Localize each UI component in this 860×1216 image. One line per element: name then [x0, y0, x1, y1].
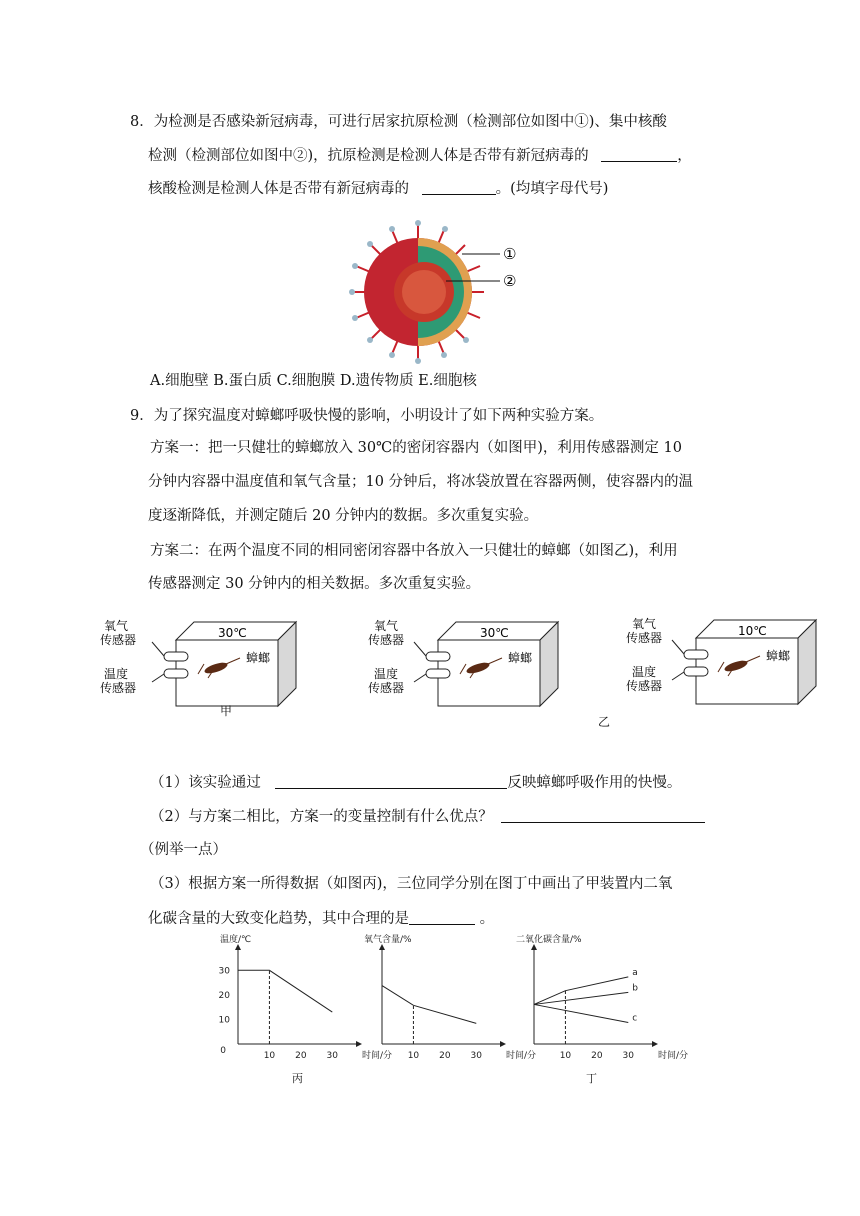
- chart-0-series-line: [238, 970, 332, 1012]
- chart-1-x-label: 时间/分: [506, 1051, 537, 1061]
- chart-2-x-tick: 20: [591, 1051, 603, 1061]
- chart-0-y-tick: 30: [218, 966, 230, 977]
- q9-sub-1-text: （1）该实验通过: [150, 775, 261, 791]
- caption-bing: 丙: [292, 1072, 303, 1085]
- chart-2-series-line: [534, 1004, 628, 1022]
- q8-line-3: [148, 178, 608, 199]
- chart-2-x-tick: 30: [622, 1051, 635, 1061]
- box-jia-temp-sensor: [164, 669, 188, 678]
- q9-plan2-line-2: 传感器测定 30 分钟内的相关数据。多次重复实验。: [148, 576, 481, 592]
- caption-ding: 丁: [586, 1072, 597, 1085]
- chart-0-x-tick: 30: [326, 1051, 339, 1061]
- box-jia-o2-label-1: 氧气: [104, 619, 129, 633]
- q8-options: A.细胞壁 B.蛋白质 C.细胞膜 D.遗传物质 E.细胞核: [150, 373, 477, 389]
- box-yi-1-temp: 30℃: [480, 626, 509, 640]
- q9-sub-2: [150, 806, 705, 827]
- box-yi-2-t-label-2: 传感器: [626, 679, 663, 693]
- chart-0-y-tick: 0: [220, 1046, 226, 1056]
- chart-2-x-tick: 10: [559, 1051, 572, 1061]
- box-yi-2-t-label-1: 温度: [632, 665, 657, 679]
- chart-0-x-label: 时间/分: [362, 1051, 393, 1061]
- chart-1-x-tick: 10: [407, 1051, 420, 1061]
- q9-blank-2[interactable]: [501, 806, 705, 823]
- box-jia-oxygen-sensor: [164, 652, 188, 661]
- chart-1-series-line: [382, 986, 476, 1024]
- q9-intro: 9．为了探究温度对蟑螂呼吸快慢的影响，小明设计了如下两种实验方案。: [130, 408, 604, 424]
- box-yi-2-roach-label: 蟑螂: [766, 649, 791, 663]
- box-yi-1-t-label-2: 传感器: [368, 681, 405, 695]
- virus-illustration: [350, 218, 530, 366]
- box-yi-1-o2-label-1: 氧气: [374, 619, 399, 633]
- chart-0-y-tick: 10: [218, 1015, 230, 1026]
- chart-2-x-label: 时间/分: [658, 1051, 689, 1061]
- q9-sub-3-end: 。: [479, 911, 495, 927]
- box-yi-1-roach-label: 蟑螂: [508, 651, 533, 665]
- q9-sub-3-text: 化碳含量的大致变化趋势，其中合理的是: [148, 911, 409, 927]
- q8-blank-1[interactable]: [601, 145, 677, 162]
- chart-2-series-line: [534, 977, 628, 1005]
- q9-sub-1: [150, 772, 681, 793]
- box-yi-2-o2-label-2: 传感器: [626, 631, 663, 645]
- q9-sub-1-end: 反映蟑螂呼吸作用的快慢。: [507, 775, 682, 791]
- q9-sub-2-text: （2）与方案二相比，方案一的变量控制有什么优点？: [150, 809, 493, 825]
- q8-line-1: 8．为检测是否感染新冠病毒，可进行居家抗原检测（检测部位如图中①)、集中核酸: [130, 114, 667, 130]
- q9-blank-1[interactable]: [275, 772, 507, 789]
- caption-jia: 甲: [220, 704, 233, 718]
- q9-plan1-line-2: 分钟内容器中温度值和氧气含量；10 分钟后，将冰袋放置在容器两侧，使容器内的温: [148, 474, 694, 490]
- chart-2-x-arrow: [652, 1041, 658, 1047]
- q8-line-3-text: 核酸检测是检测人体是否带有新冠病毒的: [148, 181, 409, 197]
- chart-2-series-label: a: [632, 967, 638, 978]
- box-jia-t-label-1: 温度: [104, 667, 129, 681]
- caption-yi: 乙: [598, 715, 611, 729]
- q9-plan1-line-1: 方案一：把一只健壮的蟑螂放入 30℃的密闭容器内（如图甲)，利用传感器测定 10: [150, 440, 682, 456]
- chart-0-x-tick: 10: [263, 1051, 276, 1061]
- chart-1-x-tick: 30: [470, 1051, 483, 1061]
- q9-sub-3-line-2: [148, 908, 494, 929]
- box-yi-1-t-label-1: 温度: [374, 667, 399, 681]
- chart-0-y-label: 温度/℃: [220, 935, 252, 945]
- virus-genetic-material: [402, 270, 446, 314]
- box-jia-t-label-2: 传感器: [100, 681, 137, 695]
- q9-plan2-line-1: 方案二：在两个温度不同的相同密闭容器中各放入一只健壮的蟑螂（如图乙)，利用: [150, 543, 678, 559]
- chart-0-x-tick: 20: [295, 1051, 307, 1061]
- box-jia-temp: 30℃: [218, 626, 247, 640]
- q9-plan1-line-3: 度逐渐降低，并测定随后 20 分钟内的数据。多次重复实验。: [148, 508, 539, 524]
- q8-blank-2[interactable]: [422, 178, 496, 195]
- chart-1-x-arrow: [500, 1041, 506, 1047]
- apparatus-figures: [100, 612, 840, 727]
- q8-line-3-end: 。(均填字母代号): [495, 181, 609, 197]
- virus-label-1: ①: [503, 245, 517, 263]
- chart-2-y-label: 二氧化碳含量/%: [516, 935, 582, 945]
- box-yi-1: [368, 618, 558, 706]
- q9-blank-3[interactable]: [409, 908, 475, 925]
- box-jia: [100, 618, 296, 706]
- q8-line-2-text: 检测（检测部位如图中②)，抗原检测是检测人体是否带有新冠病毒的: [148, 148, 589, 164]
- q8-line-2: [148, 145, 692, 166]
- chart-2-series-label: c: [632, 1013, 638, 1024]
- box-yi-2-o2-label-1: 氧气: [632, 617, 657, 631]
- chart-2-series-label: b: [632, 983, 639, 994]
- box-yi-2-temp: 10℃: [738, 624, 767, 638]
- box-jia-roach-label: 蟑螂: [246, 651, 271, 665]
- chart-1-x-tick: 20: [439, 1051, 451, 1061]
- q9-sub-3-line-1: （3）根据方案一所得数据（如图丙)，三位同学分别在图丁中画出了甲装置内二氧: [150, 876, 673, 892]
- charts-figure: [200, 935, 689, 1085]
- virus-label-2: ②: [503, 272, 517, 290]
- box-jia-o2-label-2: 传感器: [100, 633, 137, 647]
- q9-sub-2-note: （例举一点）: [140, 842, 227, 858]
- chart-1-y-label: 氧气含量/%: [364, 935, 412, 945]
- q8-line-2-end: ，: [677, 148, 692, 164]
- chart-0-x-arrow: [356, 1041, 362, 1047]
- box-yi-2: [626, 616, 816, 704]
- chart-0-y-tick: 20: [218, 990, 230, 1001]
- box-yi-1-o2-label-2: 传感器: [368, 633, 405, 647]
